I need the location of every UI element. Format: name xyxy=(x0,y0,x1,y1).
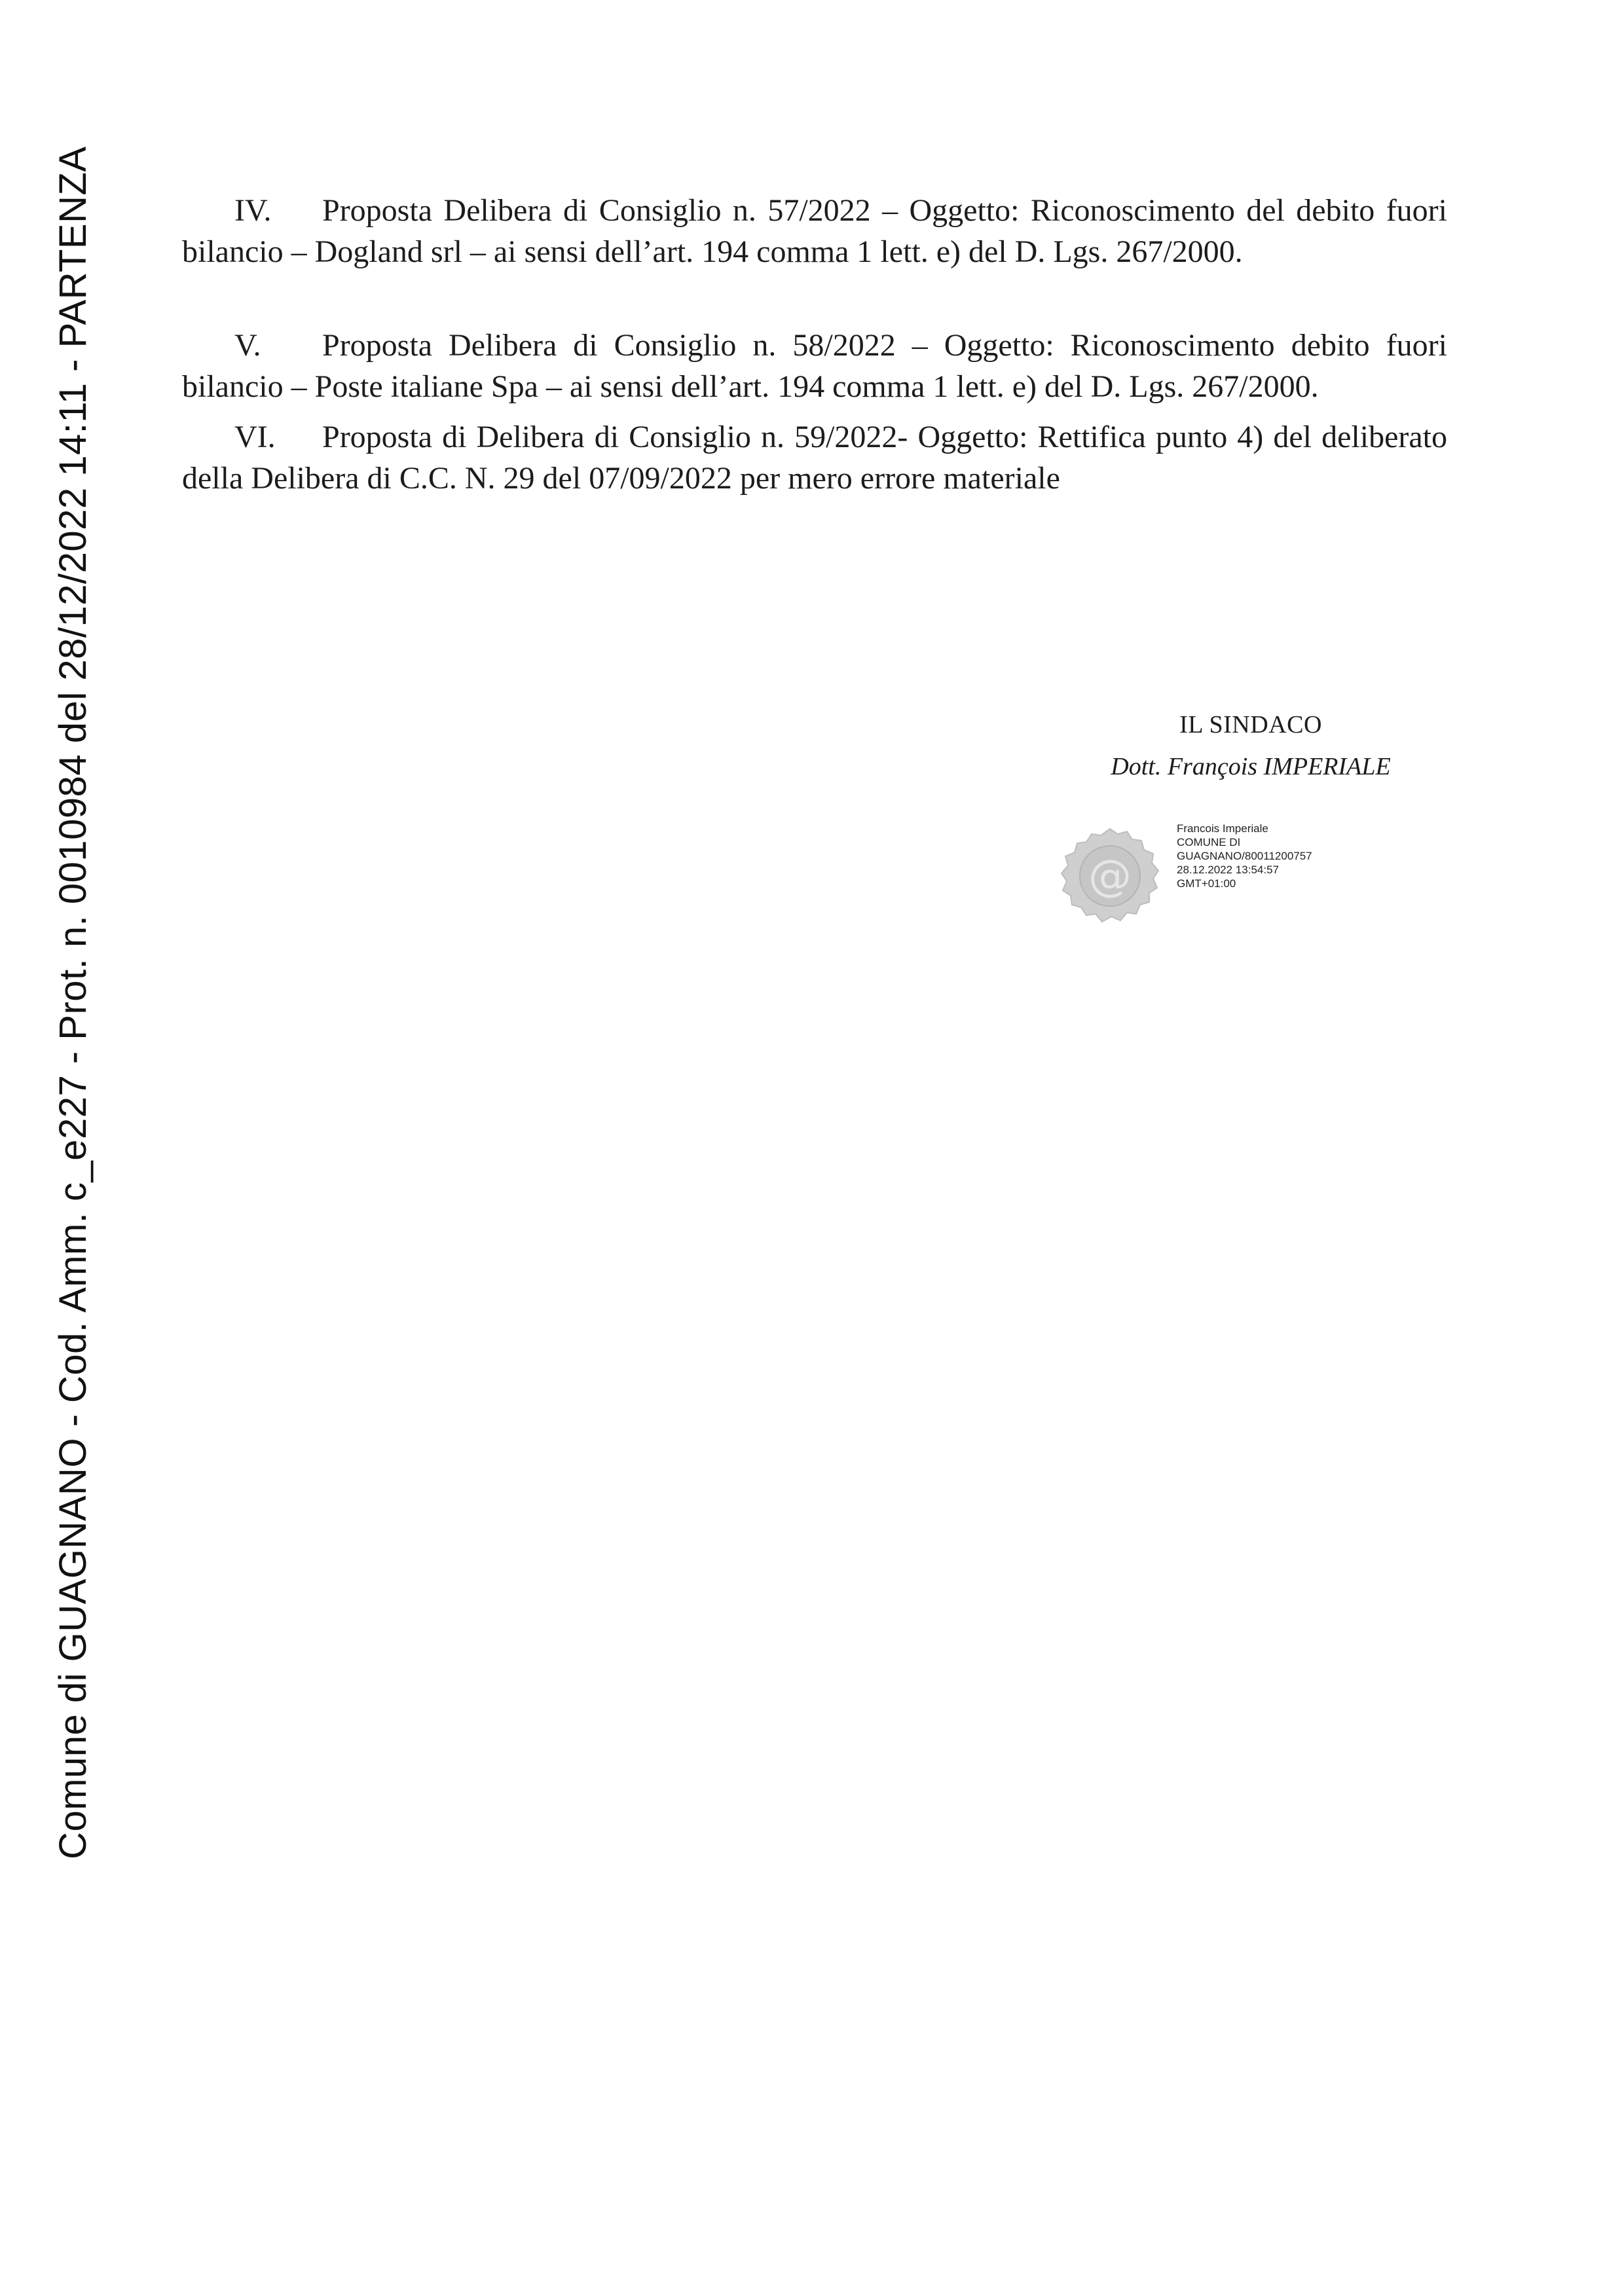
agenda-item-v xyxy=(182,325,1447,407)
agenda-item-text: Proposta di Delibera di Consiglio n. 59/2022- Oggetto: Rettifica punto 4) del deliberato della Delibera di C.C. N. 29 del 07/09/2022 per mero errore materiale xyxy=(182,420,1447,496)
agenda-item-number: V. xyxy=(234,328,261,363)
agenda-item-text: Proposta Delibera di Consiglio n. 57/2022 – Oggetto: Riconoscimento del debito fuori bilancio – Dogland srl – ai sensi dell’art. 194 comma 1 lett. e) del D. Lgs. 267/2000. xyxy=(182,193,1447,269)
seal-symbol: @ xyxy=(1088,850,1132,901)
agenda-item-iv xyxy=(182,190,1447,272)
agenda-item-text: Proposta Delibera di Consiglio n. 58/2022 – Oggetto: Riconoscimento debito fuori bilancio – Poste italiane Spa – ai sensi dell’art. 194 comma 1 lett. e) del D. Lgs. 267/2000. xyxy=(182,328,1447,404)
signature-timestamp: 28.12.2022 13:54:57 xyxy=(1177,864,1279,876)
digital-signature-details xyxy=(1177,822,1312,890)
signer-role: IL SINDACO xyxy=(1179,711,1322,738)
agenda-item-number: VI. xyxy=(234,420,276,454)
agenda-content xyxy=(182,190,1447,499)
signer-full-name: Francois Imperiale xyxy=(1177,822,1268,835)
signer-name: Dott. François IMPERIALE xyxy=(1111,753,1391,780)
digital-seal-icon xyxy=(1058,825,1162,930)
signature-block xyxy=(1035,704,1467,788)
signer-organization-code: GUAGNANO/80011200757 xyxy=(1177,850,1312,862)
agenda-item-number: IV. xyxy=(234,193,272,228)
signer-organization: COMUNE DI xyxy=(1177,836,1241,848)
digital-signature xyxy=(1058,812,1372,943)
protocol-stamp: Comune di GUAGNANO - Cod. Amm. c_e227 - Prot. n. 0010984 del 28/12/2022 14:11 - PARTENZA xyxy=(52,146,94,1859)
agenda-item-vi xyxy=(182,416,1447,499)
signature-timezone: GMT+01:00 xyxy=(1177,877,1236,890)
